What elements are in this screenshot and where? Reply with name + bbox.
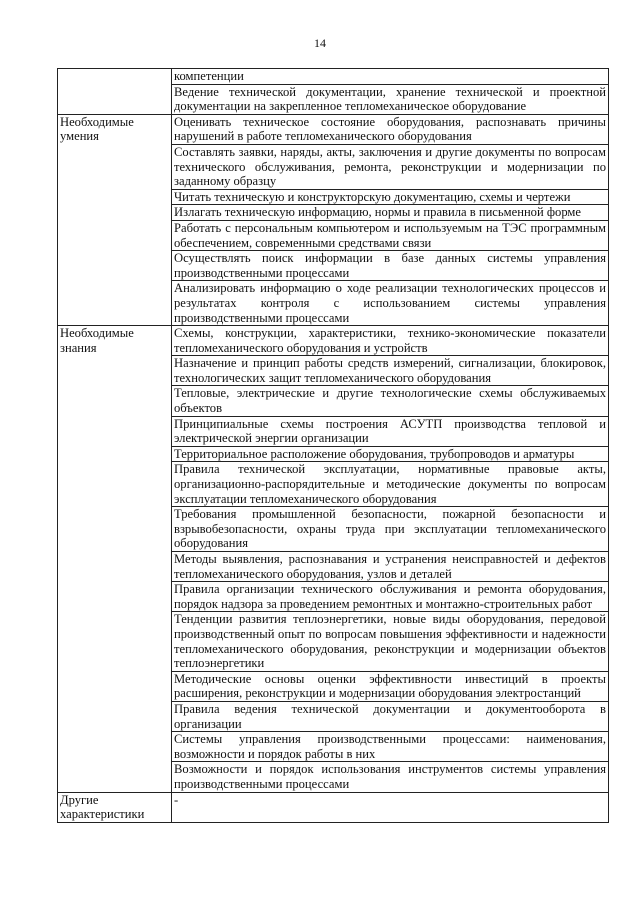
section-label	[58, 69, 172, 115]
section-label: Необходимые знания	[58, 326, 172, 792]
requirement-item: Работать с персональным компьютером и используемым на ТЭС программным обеспечением, современными средствами связи	[172, 220, 609, 250]
table-row	[58, 326, 609, 356]
requirement-item: Территориальное расположение оборудования, трубопроводов и арматуры	[172, 446, 609, 462]
table-row	[58, 792, 609, 822]
requirement-item: Принципиальные схемы построения АСУТП производства тепловой и электрической энергии организации	[172, 416, 609, 446]
table-row	[58, 114, 609, 144]
section-label: Другие характеристики	[58, 792, 172, 822]
table-row	[58, 69, 609, 85]
requirement-item: Правила ведения технической документации и документооборота в организации	[172, 701, 609, 731]
requirement-item: Методические основы оценки эффективности инвестиций в проекты расширения, реконструкции и модернизации оборудования электростанций	[172, 671, 609, 701]
requirement-item: Составлять заявки, наряды, акты, заключения и другие документы по вопросам технического обслуживания, ремонта, реконструкции и модернизации по заданному образцу	[172, 144, 609, 189]
requirement-item: Читать техническую и конструкторскую документацию, схемы и чертежи	[172, 189, 609, 205]
competency-table	[57, 68, 609, 823]
requirement-item: Осуществлять поиск информации в базе данных системы управления производственными процессами	[172, 251, 609, 281]
page-number: 14	[314, 36, 326, 50]
requirement-item: Схемы, конструкции, характеристики, технико-экономические показатели тепломеханического оборудования и устройств	[172, 326, 609, 356]
requirement-item: Методы выявления, распознавания и устранения неисправностей и дефектов тепломеханического оборудования, узлов и деталей	[172, 552, 609, 582]
requirement-item: Тенденции развития теплоэнергетики, новые виды оборудования, передовой производственный опыт по вопросам повышения эффективности и надежности тепломеханического оборудования, реконструкции и модернизации объектов теплоэнергетики	[172, 612, 609, 671]
section-label: Необходимые умения	[58, 114, 172, 325]
requirement-item: Ведение технической документации, хранение технической и проектной документации на закрепленное тепломеханическое оборудование	[172, 84, 609, 114]
requirement-item: Назначение и принцип работы средств измерений, сигнализации, блокировок, технологических защит тепломеханического оборудования	[172, 356, 609, 386]
requirement-item: Правила организации технического обслуживания и ремонта оборудования, порядок надзора за проведением ремонтных и монтажно-строительных работ	[172, 582, 609, 612]
requirement-item: Правила технической эксплуатации, нормативные правовые акты, организационно-распорядительные и методические документы по вопросам эксплуатации тепломеханического оборудования	[172, 462, 609, 507]
requirement-item: Системы управления производственными процессами: наименования, возможности и порядок работы в них	[172, 732, 609, 762]
requirement-item: -	[172, 792, 609, 822]
requirement-item: Излагать техническую информацию, нормы и правила в письменной форме	[172, 205, 609, 221]
requirement-item: Тепловые, электрические и другие технологические схемы обслуживаемых объектов	[172, 386, 609, 416]
requirement-item: Возможности и порядок использования инструментов системы управления производственными процессами	[172, 762, 609, 792]
requirement-item: Требования промышленной безопасности, пожарной безопасности и взрывобезопасности, охраны труда при эксплуатации тепломеханического оборудования	[172, 507, 609, 552]
requirement-item: Анализировать информацию о ходе реализации технологических процессов и результатах контроля с использованием системы управления производственными процессами	[172, 281, 609, 326]
requirement-item: компетенции	[172, 69, 609, 85]
requirement-item: Оценивать техническое состояние оборудования, распознавать причины нарушений в работе тепломеханического оборудования	[172, 114, 609, 144]
